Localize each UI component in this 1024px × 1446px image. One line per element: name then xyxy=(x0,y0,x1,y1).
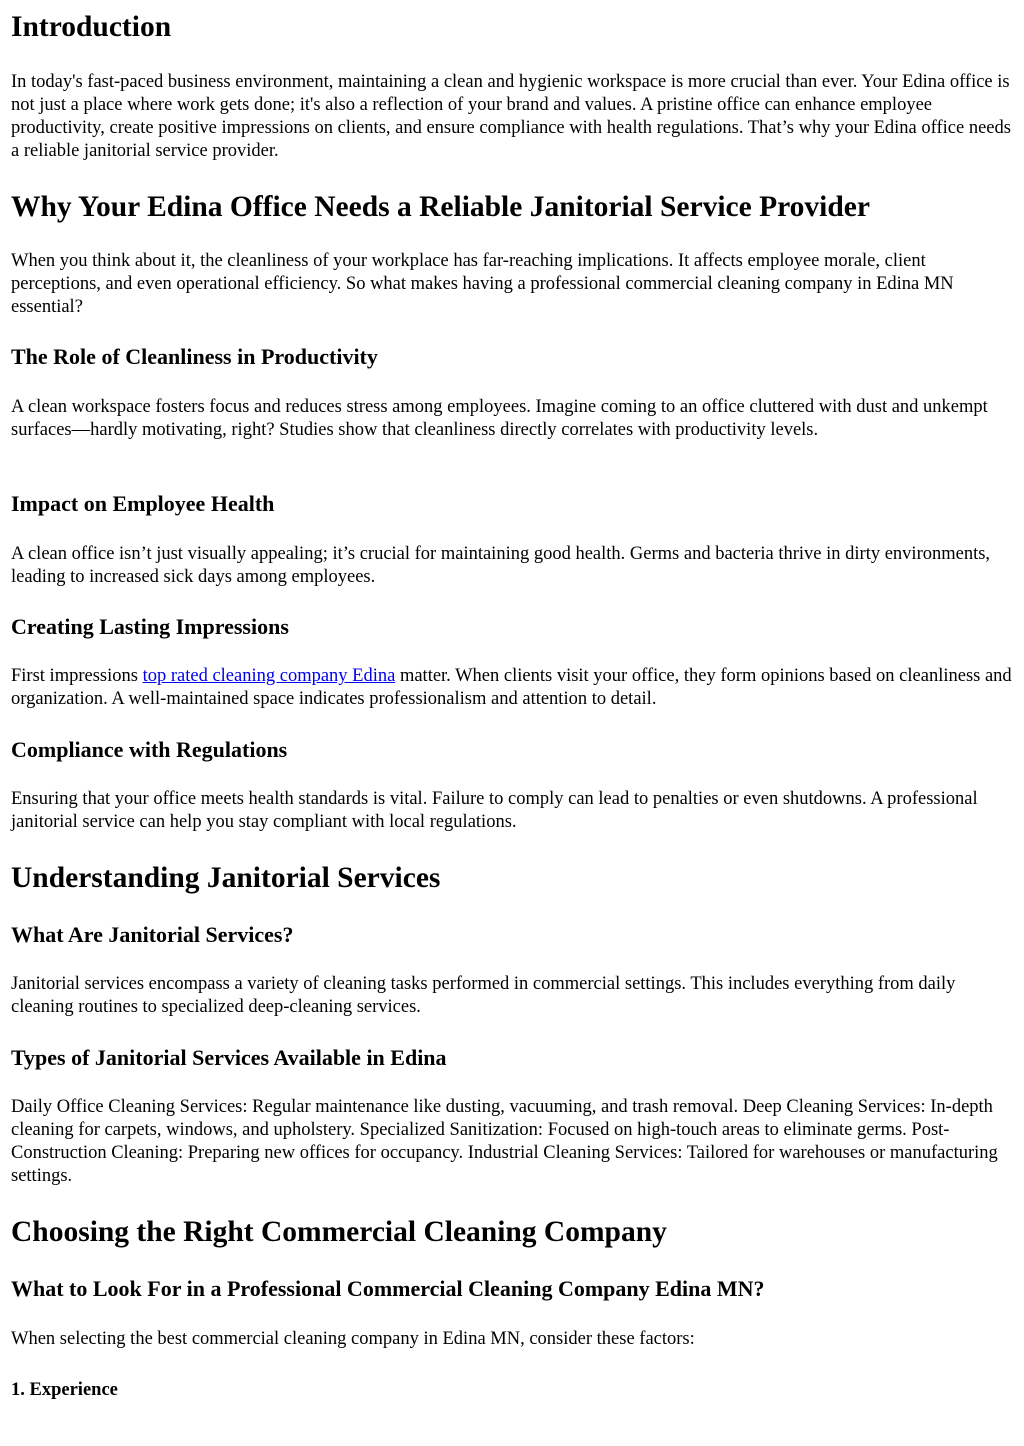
heading-employee-health: Impact on Employee Health xyxy=(11,491,275,516)
paragraph-introduction: In today's fast-paced business environment, maintaining a clean and hygienic workspace is more crucial than ever. Your Edina office is not just a place where work gets done; it's also a reflection of your brand and values. A pristine office can enhance employee productivity, create positive impressions on clients, and ensure compliance with health regulations. That’s why your Edina office needs a reliable janitorial service provider. xyxy=(11,72,1011,161)
heading-what-to-look-for: What to Look For in a Professional Commercial Cleaning Company Edina MN? xyxy=(11,1276,765,1301)
heading-types-of-services: Types of Janitorial Services Available in Edina xyxy=(11,1045,447,1070)
paragraph-lasting-impressions xyxy=(11,665,1013,711)
heading-what-are-services: What Are Janitorial Services? xyxy=(11,922,294,947)
paragraph-compliance: Ensuring that your office meets health standards is vital. Failure to comply can lead to penalties or even shutdowns. A professional janitorial service can help you stay compliant with local regulations. xyxy=(11,789,978,832)
heading-understanding-services: Understanding Janitorial Services xyxy=(11,862,441,894)
heading-why-reliable: Why Your Edina Office Needs a Reliable Janitorial Service Provider xyxy=(11,191,870,223)
impressions-text-before: First impressions xyxy=(11,666,143,686)
paragraph-what-are-services: Janitorial services encompass a variety of cleaning tasks performed in commercial settings. This includes everything from daily cleaning routines to specialized deep-cleaning services. xyxy=(11,974,956,1017)
heading-lasting-impressions: Creating Lasting Impressions xyxy=(11,614,289,639)
heading-compliance: Compliance with Regulations xyxy=(11,737,288,762)
paragraph-why-reliable: When you think about it, the cleanliness of your workplace has far-reaching implications. It affects employee morale, client perceptions, and even operational efficiency. So what makes having a professional commercial cleaning company in Edina MN essential? xyxy=(11,251,954,317)
heading-experience: 1. Experience xyxy=(11,1380,118,1400)
paragraph-types-of-services: Daily Office Cleaning Services: Regular maintenance like dusting, vacuuming, and trash removal. Deep Cleaning Services: In-depth cleaning for carpets, windows, and upholstery. Specialized Sanitization: Focused on high-touch areas to eliminate germs. Post-Construction Cleaning: Preparing new offices for occupancy. Industrial Cleaning Services: Tailored for warehouses or manufacturing settings. xyxy=(11,1097,998,1186)
paragraph-what-to-look-for: When selecting the best commercial cleaning company in Edina MN, consider these factors: xyxy=(11,1329,695,1349)
heading-role-cleanliness: The Role of Cleanliness in Productivity xyxy=(11,344,378,369)
paragraph-employee-health: A clean office isn’t just visually appealing; it’s crucial for maintaining good health. Germs and bacteria thrive in dirty environments, leading to increased sick days among employees. xyxy=(11,544,991,587)
paragraph-role-cleanliness: A clean workspace fosters focus and reduces stress among employees. Imagine coming to an office cluttered with dust and unkempt surfaces—hardly motivating, right? Studies show that cleanliness directly correlates with productivity levels. xyxy=(11,397,988,440)
heading-choosing-company: Choosing the Right Commercial Cleaning Company xyxy=(11,1216,667,1248)
link-top-rated-cleaning-company[interactable]: top rated cleaning company Edina xyxy=(142,666,396,686)
heading-introduction: Introduction xyxy=(11,11,172,43)
impressions-text-after: matter. When clients visit your office, they form opinions based on cleanliness and organization. A well-maintained space indicates professionalism and attention to detail. xyxy=(11,666,1012,709)
